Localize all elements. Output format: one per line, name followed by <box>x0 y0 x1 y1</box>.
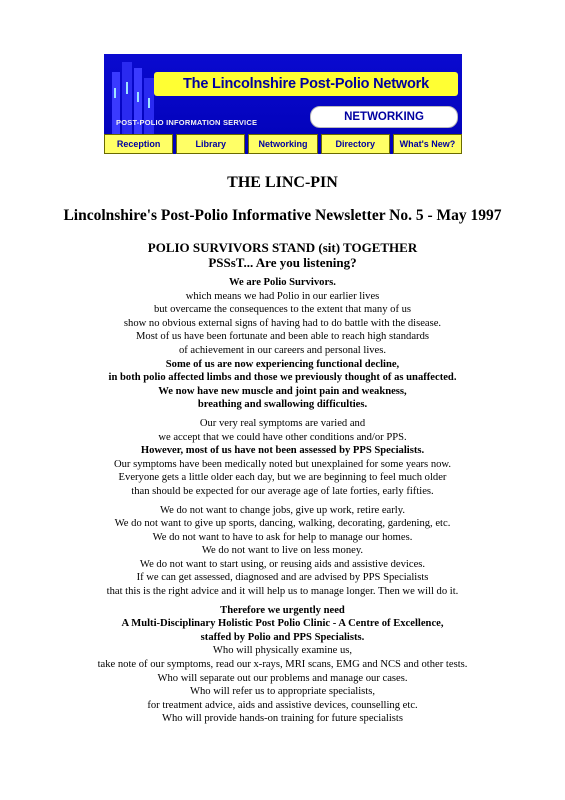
text-line: Who will physically examine us, <box>212 645 353 657</box>
bold-line: in both polio affected limbs and those we previously thought of as unaffected. <box>108 372 457 384</box>
text-line: we accept that we could have other conditions and/or PPS. <box>158 431 407 443</box>
text-line: that this is the right advice and it will help us to manage longer. Then we will do it. <box>106 586 459 598</box>
text-line: We do not want to have to ask for help to manage our homes. <box>152 531 413 543</box>
newsletter-subtitle: Lincolnshire's Post-Polio Informative Newsletter No. 5 - May 1997 <box>63 207 502 224</box>
text-line: of achievement in our careers and personal lives. <box>178 344 387 356</box>
article-subheading: PSSsT... Are you listening? <box>208 255 357 270</box>
bold-line: staffed by Polio and PPS Specialists. <box>200 631 365 643</box>
nav-bar <box>104 134 462 154</box>
nav-library-button[interactable]: Library <box>176 134 245 154</box>
article-paragraph <box>40 604 525 726</box>
text-line: but overcame the consequences to the extent that many of us <box>153 304 412 316</box>
text-line: for treatment advice, aids and assistive devices, counselling etc. <box>147 699 418 711</box>
text-line: Our symptoms have been medically noted but unexplained for some years now. <box>113 458 452 470</box>
bold-line: We are Polio Survivors. <box>229 277 336 288</box>
site-title: The Lincolnshire Post-Polio Network <box>154 72 458 96</box>
article-paragraph <box>40 276 525 412</box>
bold-line: A Multi-Disciplinary Holistic Post Polio Clinic - A Centre of Excellence, <box>121 618 444 630</box>
text-line: We do not want to change jobs, give up work, retire early. <box>160 504 405 516</box>
nav-directory-button[interactable]: Directory <box>321 134 390 154</box>
text-line: which means we had Polio in our earlier lives <box>185 290 380 302</box>
service-label: POST-POLIO INFORMATION SERVICE <box>116 118 258 127</box>
text-line: Who will separate out our problems and manage our cases. <box>157 672 408 684</box>
text-line: If we can get assessed, diagnosed and are advised by PPS Specialists <box>136 572 429 584</box>
text-line: We do not want to give up sports, dancing, walking, decorating, gardening, etc. <box>114 518 451 530</box>
bold-line: Some of us are now experiencing functional decline, <box>165 358 400 370</box>
article-heading: POLIO SURVIVORS STAND (sit) TOGETHER <box>147 240 418 255</box>
bold-line: However, most of us have not been assessed by PPS Specialists. <box>140 445 425 457</box>
bold-line: Therefore we urgently need <box>220 604 345 616</box>
newsletter-body <box>40 170 525 731</box>
newsletter-title: THE LINC-PIN <box>227 174 338 191</box>
text-line: We do not want to live on less money. <box>201 545 364 557</box>
text-line: We do not want to start using, or reusing aids and assistive devices. <box>139 558 426 570</box>
nav-networking-button[interactable]: Networking <box>248 134 317 154</box>
article-paragraph <box>40 417 525 499</box>
text-line: show no obvious external signs of having had to do battle with the disease. <box>123 317 442 329</box>
text-line: Everyone gets a little older each day, but we are beginning to feel much older <box>118 472 447 484</box>
text-line: Our very real symptoms are varied and <box>199 417 366 429</box>
text-line: take note of our symptoms, read our x-rays, MRI scans, EMG and NCS and other tests. <box>97 659 468 671</box>
bold-line: We now have new muscle and joint pain and weakness, <box>158 385 407 397</box>
article-paragraph <box>40 504 525 599</box>
bold-line: breathing and swallowing difficulties. <box>197 399 368 411</box>
article-paragraphs <box>40 276 525 726</box>
text-line: Most of us have been fortunate and been able to reach high standards <box>136 331 429 343</box>
nav-reception-button[interactable]: Reception <box>104 134 173 154</box>
text-line: Who will provide hands-on training for future specialists <box>162 713 403 725</box>
nav-whats-new-button[interactable]: What's New? <box>393 134 462 154</box>
text-line: than should be expected for our average age of late forties, early fifties. <box>131 485 434 497</box>
section-pill: NETWORKING <box>310 106 458 128</box>
text-line: Who will refer us to appropriate specialists, <box>189 686 376 698</box>
